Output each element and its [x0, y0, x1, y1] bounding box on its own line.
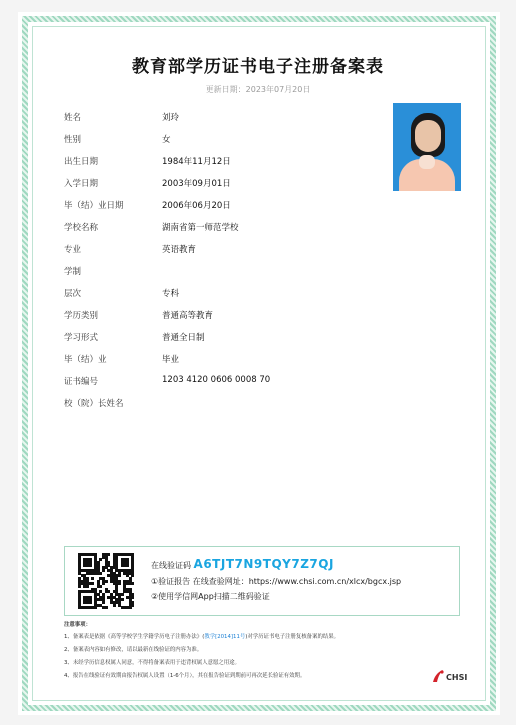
field-value: 毕业: [162, 355, 180, 365]
update-date: 更新日期：2023年07月20日: [205, 85, 311, 94]
field-value: 刘玲: [162, 113, 180, 123]
field-value: 湖南省第一师范学校: [162, 223, 239, 233]
field-label: 毕（结）业日期: [64, 201, 124, 211]
field-label: 学校名称: [64, 223, 99, 233]
note-item: 3、未经学历信息权属人同意，不得将备案表用于违背权属人意愿之用途。: [64, 660, 240, 666]
note-text: 1、备案表是依据《高等学校学生学籍学历电子注册办法》(: [64, 634, 205, 640]
document-title: 教育部学历证书电子注册备案表: [132, 57, 384, 77]
note-text: )对学历证书电子注册复核备案的结果。: [245, 634, 340, 640]
notes-section: [64, 620, 460, 684]
field-value: 女: [162, 135, 171, 145]
field-label: 层次: [64, 289, 82, 299]
field-value: 2006年06月20日: [162, 201, 231, 211]
field-label: 学习形式: [64, 333, 99, 343]
field-label: 学制: [64, 267, 82, 277]
note-item: [64, 632, 460, 645]
field-label: 校（院）长姓名: [64, 399, 124, 409]
field-label: 专业: [64, 245, 82, 255]
chsi-logo-text: CHSI: [446, 673, 468, 682]
field-label: 姓名: [64, 113, 82, 123]
student-photo: [393, 103, 461, 191]
field-label: 出生日期: [64, 157, 99, 167]
verification-code: A6TJT7N9TQY7Z7QJ: [193, 557, 334, 571]
verification-url-line: ①验证报告 在线查验网址：https://www.chsi.com.cn/xlcx/bgcx.jsp: [151, 577, 402, 586]
regulation-link[interactable]: 教学[2014]11号: [204, 634, 246, 640]
field-value: 普通全日制: [162, 333, 205, 343]
verification-box: [64, 546, 460, 616]
field-label: 毕（结）业: [64, 355, 107, 365]
verification-app-line: ②使用学信网App扫描二维码验证: [151, 592, 270, 601]
chsi-logo: [431, 668, 475, 686]
note-item: 2、备案表内容如有修改，请以最新在线验证的内容为准。: [64, 647, 203, 653]
verification-code-line: [151, 557, 334, 571]
field-label: 证书编号: [64, 377, 99, 387]
field-value: 2003年09月01日: [162, 179, 231, 189]
notes-heading: 注意事项：: [64, 622, 91, 628]
field-value: 普通高等教育: [162, 311, 214, 321]
note-item: 4、报告在线验证有效期由报告权属人设置（1-6个月），其在报告验证到期前可再次延长验证有效期。: [64, 673, 306, 679]
field-value: 1984年11月12日: [162, 157, 231, 167]
field-value: 英语教育: [162, 245, 197, 255]
chsi-logo-icon: [431, 668, 445, 684]
qr-code-icon[interactable]: [78, 553, 134, 609]
field-label: 学历类别: [64, 311, 99, 321]
verification-code-label: 在线验证码: [151, 561, 191, 570]
field-value: 1203 4120 0606 0008 70: [162, 375, 271, 385]
field-value: 专科: [162, 289, 180, 299]
field-label: 性别: [64, 135, 82, 145]
field-label: 入学日期: [64, 179, 99, 189]
